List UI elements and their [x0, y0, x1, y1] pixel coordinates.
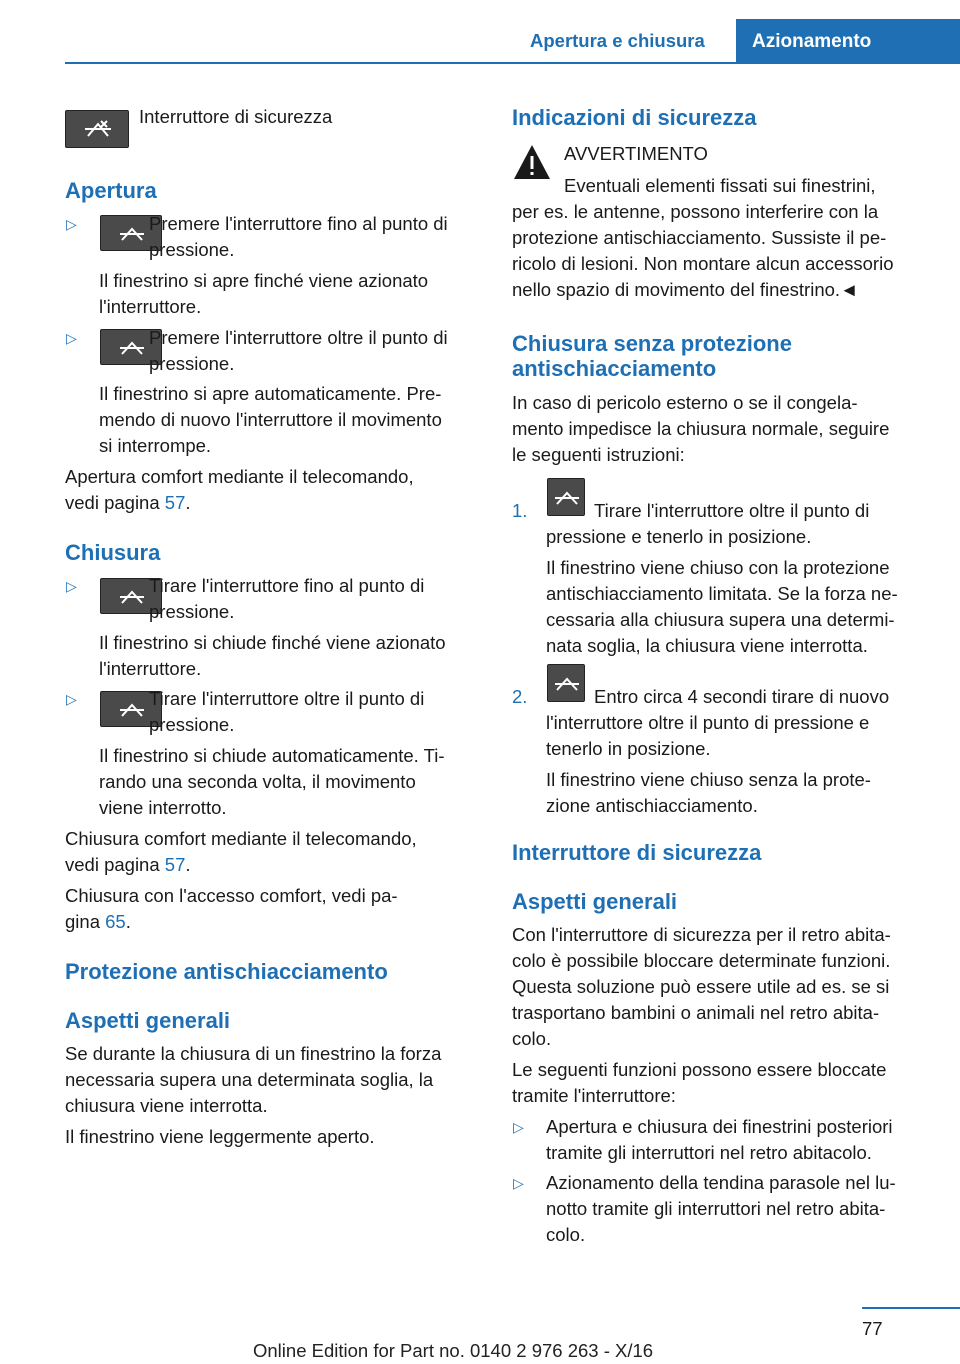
ch-item1-line1: Tirare l'interruttore fino al punto di: [149, 575, 425, 596]
indicazioni-heading: Indicazioni di sicurezza: [512, 105, 757, 130]
apertura-heading: Apertura: [65, 178, 157, 203]
step2-number: 2.: [512, 686, 528, 707]
step1-line4: antischiacciamento limitata. Se la forza ne-: [546, 583, 898, 604]
inter-line5: colo.: [512, 1028, 552, 1049]
prot-p2: Il finestrino viene leggermente aperto.: [65, 1126, 375, 1147]
warning-triangle-icon: [512, 141, 552, 192]
senza-line2: mento impedisce la chiusura normale, seguire: [512, 418, 890, 439]
bullet-icon: ▷: [513, 1175, 524, 1191]
b2-line3: colo.: [546, 1224, 586, 1245]
step1-line5: cessaria alla chiusura supera una determi-: [546, 609, 895, 630]
ch-item2-line5: viene interrotto.: [99, 797, 227, 818]
ap-comfort-line1: Apertura comfort mediante il telecomando,: [65, 466, 414, 487]
ap-comfort-line2: vedi pagina 57.: [65, 492, 191, 513]
window-switch-icon: [547, 478, 585, 516]
ch-access-line2: gina 65.: [65, 911, 131, 932]
step2-line3: tenerlo in posizione.: [546, 738, 711, 759]
aspetti-heading-left: Aspetti generali: [65, 1008, 231, 1033]
step1-line3: Il finestrino viene chiuso con la protezione: [546, 557, 890, 578]
ch-item2-line3: Il finestrino si chiude automaticamente. Ti-: [99, 745, 445, 766]
warning-line2: per es. le antenne, possono interferire con la: [512, 201, 879, 222]
b2-line1: Azionamento della tendina parasole nel lu-: [546, 1172, 896, 1193]
ch-item2-line1: Tirare l'interruttore oltre il punto di: [149, 688, 425, 709]
step1-line2: pressione e tenerlo in posizione.: [546, 526, 812, 547]
step2-line5: zione antischiacciamento.: [546, 795, 758, 816]
interruttore-heading: Interruttore di sicurezza: [512, 840, 762, 865]
ch-access-text: gina: [65, 911, 100, 932]
safety-switch-caption: Interruttore di sicurezza: [139, 106, 333, 127]
senza-heading-line1: Chiusura senza protezione: [512, 331, 792, 356]
protezione-heading: Protezione antischiacciamento: [65, 959, 388, 984]
ap-item1-line1: Premere l'interruttore fino al punto di: [149, 213, 448, 234]
ch-access-line1: Chiusura con l'accesso comfort, vedi pa-: [65, 885, 398, 906]
warning-line5: nello spazio di movimento del finestrino.◄: [512, 279, 859, 300]
header-section-title: Apertura e chiusura: [530, 30, 705, 51]
bullet-icon: ▷: [513, 1119, 524, 1135]
safety-switch-icon: [65, 110, 129, 148]
safety-switch-image: [65, 110, 129, 148]
warning-line4: ricolo di lesioni. Non montare alcun accessorio: [512, 253, 894, 274]
ch-comfort-line1: Chiusura comfort mediante il telecomando,: [65, 828, 417, 849]
warning-line3: protezione antischiacciamento. Sussiste il pe-: [512, 227, 887, 248]
ch-item1-line3: Il finestrino si chiude finché viene azionato: [99, 632, 446, 653]
funz-line1: Le seguenti funzioni possono essere bloccate: [512, 1059, 887, 1080]
inter-line1: Con l'interruttore di sicurezza per il retro abita-: [512, 924, 891, 945]
b2-line2: notto tramite gli interruttori nel retro abita-: [546, 1198, 886, 1219]
ap-item1-line2: pressione.: [149, 239, 235, 260]
page-number: 77: [862, 1318, 883, 1339]
page-link[interactable]: 57: [164, 854, 186, 875]
chiusura-heading: Chiusura: [65, 540, 161, 565]
ap-comfort-text: vedi pagina: [65, 492, 160, 513]
ch-comfort-text: vedi pagina: [65, 854, 160, 875]
ap-item2-line1: Premere l'interruttore oltre il punto di: [149, 327, 448, 348]
step1-line6: nata soglia, la chiusura viene interrotta.: [546, 635, 868, 656]
step1-number: 1.: [512, 500, 528, 521]
ch-item2-line4: rando una seconda volta, il movimento: [99, 771, 416, 792]
footer-edition: Online Edition for Part no. 0140 2 976 263 - X/16: [253, 1340, 654, 1361]
header-active-tab: Azionamento: [736, 19, 960, 62]
senza-heading-line2: antischiacciamento: [512, 356, 717, 381]
ap-item1-line3: Il finestrino si apre finché viene azionato: [99, 270, 429, 291]
ch-item1-line2: pressione.: [149, 601, 235, 622]
inter-line4: trasportano bambini o animali nel retro abita-: [512, 1002, 880, 1023]
step2-line1: Entro circa 4 secondi tirare di nuovo: [594, 686, 890, 707]
bullet-icon: ▷: [66, 578, 77, 594]
warning-line1: Eventuali elementi fissati sui finestrini,: [564, 175, 876, 196]
senza-line1: In caso di pericolo esterno o se il congela-: [512, 392, 858, 413]
step2-line4: Il finestrino viene chiuso senza la prote-: [546, 769, 871, 790]
b1-line1: Apertura e chiusura dei finestrini posteriori: [546, 1116, 893, 1137]
page-link[interactable]: 57: [164, 492, 186, 513]
prot-p1-line1: Se durante la chiusura di un finestrino la forza: [65, 1043, 442, 1064]
header-rule: [65, 62, 960, 64]
ch-item1-line4: l'interruttore.: [99, 658, 202, 679]
warning-label: AVVERTIMENTO: [564, 143, 708, 164]
bullet-icon: ▷: [66, 216, 77, 232]
senza-line3: le seguenti istruzioni:: [512, 444, 685, 465]
window-switch-icon: [547, 664, 585, 702]
ch-item2-line2: pressione.: [149, 714, 235, 735]
bullet-icon: ▷: [66, 691, 77, 707]
inter-line3: Questa soluzione può essere utile ad es. se si: [512, 976, 890, 997]
prot-p1-line2: necessaria supera una determinata soglia, la: [65, 1069, 434, 1090]
ap-item2-line3: Il finestrino si apre automaticamente. Pre-: [99, 383, 442, 404]
prot-p1-line3: chiusura viene interrotta.: [65, 1095, 268, 1116]
ap-item1-line4: l'interruttore.: [99, 296, 202, 317]
page-link[interactable]: 65: [105, 911, 126, 932]
inter-line2: colo è possibile bloccare determinate funzioni.: [512, 950, 891, 971]
ap-item2-line4: mendo di nuovo l'interruttore il movimento: [99, 409, 442, 430]
ap-item2-line2: pressione.: [149, 353, 235, 374]
ap-item2-line5: si interrompe.: [99, 435, 212, 456]
footer-rule: [862, 1307, 960, 1309]
ch-comfort-line2: vedi pagina 57.: [65, 854, 191, 875]
funz-line2: tramite l'interruttore:: [512, 1085, 676, 1106]
step1-line1: Tirare l'interruttore oltre il punto di: [594, 500, 870, 521]
step2-line2: l'interruttore oltre il punto di pressione e: [546, 712, 870, 733]
bullet-icon: ▷: [66, 330, 77, 346]
aspetti-heading-right: Aspetti generali: [512, 889, 678, 914]
b1-line2: tramite gli interruttori nel retro abitacolo.: [546, 1142, 872, 1163]
